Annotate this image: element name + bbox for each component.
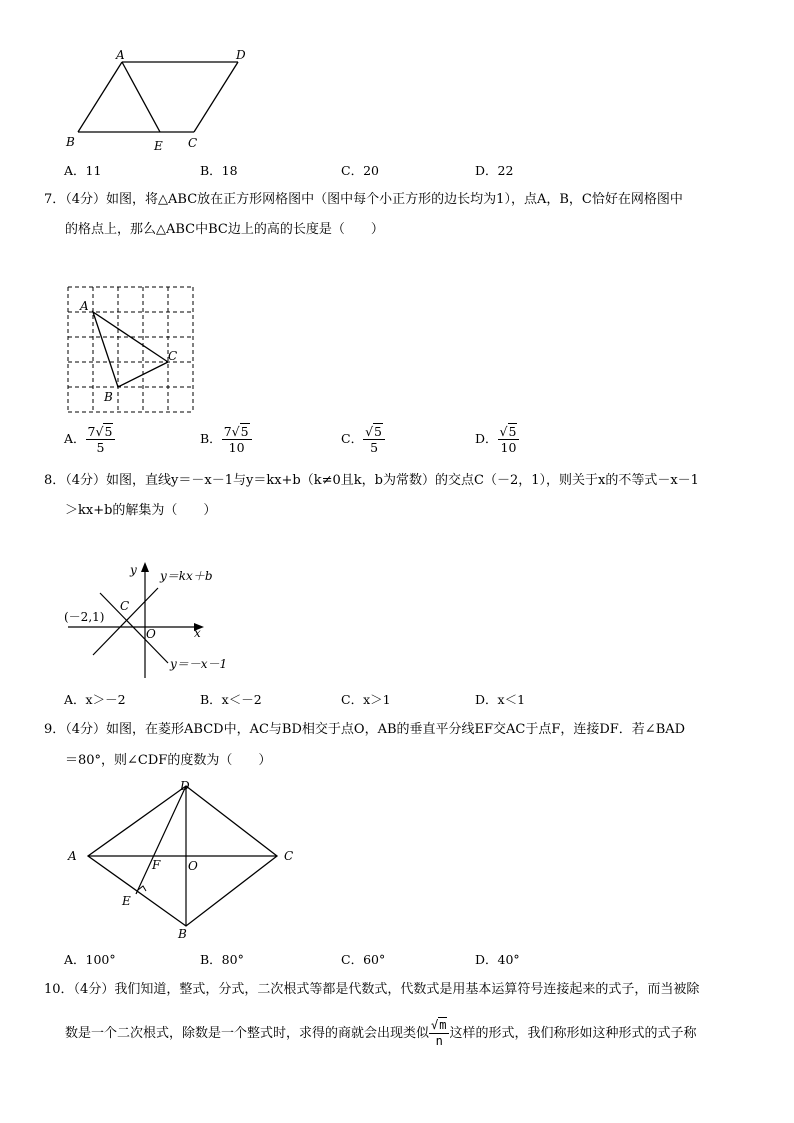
q7-line1: 7．（4分）如图，将△ABC放在正方形网格图中（图中每个小正方形的边长均为1），点A，B，C恰好在网格图中	[44, 192, 683, 207]
label-C: C	[284, 849, 294, 863]
q8-option-a: A．x＞－2	[64, 692, 126, 707]
q7-option-c: C． $\frac{√5}{5}$	[341, 424, 385, 455]
label-C: C	[168, 349, 178, 363]
q9-line1: 9．（4分）如图，在菱形ABCD中，AC与BD相交于点O，AB的垂直平分线EF交AC于点F，连接DF．若∠BAD	[44, 722, 686, 737]
label-E: E	[154, 139, 163, 153]
label-B: B	[104, 390, 113, 404]
q9-line2: ＝80°，则∠CDF的度数为（ ）	[65, 753, 272, 768]
label-E: E	[122, 894, 131, 908]
option-d: D．22	[475, 163, 514, 178]
axis-x-label: x	[194, 626, 201, 640]
q7-option-a: A． $\frac{7√5}{5}$	[64, 424, 115, 455]
figure-q8-graph	[60, 558, 240, 682]
label-A: A	[68, 849, 77, 863]
point-coordinates: (－2,1)	[64, 610, 105, 624]
label-O: O	[188, 859, 198, 873]
label-C: C	[188, 136, 198, 150]
q10-line1: 10．（4分）我们知道，整式，分式，二次根式等都是代数式，代数式是用基本运算符号连接起来的式子，而当被除	[44, 982, 700, 997]
q9-option-b: B．80°	[200, 952, 244, 967]
option-c: C．20	[341, 163, 379, 178]
figure-q7-grid	[60, 280, 200, 420]
q9-option-c: C．60°	[341, 952, 386, 967]
q7-option-d: D． $\frac{√5}{10}$	[475, 424, 519, 455]
label-A: A	[116, 48, 125, 62]
line-negx-label: y＝－x－1	[170, 657, 228, 671]
q8-option-b: B．x＜－2	[200, 692, 262, 707]
line-kxb-label: y＝kx＋b	[160, 569, 213, 583]
option-a: A．11	[64, 163, 102, 178]
label-C: C	[120, 599, 130, 613]
label-B: B	[66, 135, 75, 149]
label-D: D	[180, 779, 190, 793]
q9-option-a: A．100°	[64, 952, 116, 967]
q7-option-b: B． $\frac{7√5}{10}$	[200, 424, 252, 455]
option-b: B．18	[200, 163, 238, 178]
label-D: D	[236, 48, 246, 62]
q8-line2: ＞kx+b的解集为（ ）	[65, 503, 217, 518]
axis-y-label: y	[130, 563, 137, 577]
origin-label: O	[146, 627, 156, 641]
q8-option-d: D．x＜1	[475, 692, 526, 707]
label-B: B	[178, 927, 187, 941]
q8-option-c: C．x＞1	[341, 692, 391, 707]
q8-line1: 8．（4分）如图，直线y＝－x－1与y＝kx+b（k≠0且k，b为常数）的交点C（－2，1），则关于x的不等式－x－1	[44, 473, 699, 488]
figure-q6-parallelogram	[60, 44, 260, 156]
q10-line2: 数是一个二次根式，除数是一个整式时，求得的商就会出现类似 $\frac{√m}{n}$ 这样的形式，我们称形如这种形式的式子称	[65, 1018, 697, 1048]
figure-q9-rhombus	[62, 776, 312, 946]
label-A: A	[80, 299, 89, 313]
q7-line2: 的格点上，那么△ABC中BC边上的高的长度是（ ）	[65, 222, 384, 237]
q9-option-d: D．40°	[475, 952, 520, 967]
label-F: F	[152, 858, 161, 872]
